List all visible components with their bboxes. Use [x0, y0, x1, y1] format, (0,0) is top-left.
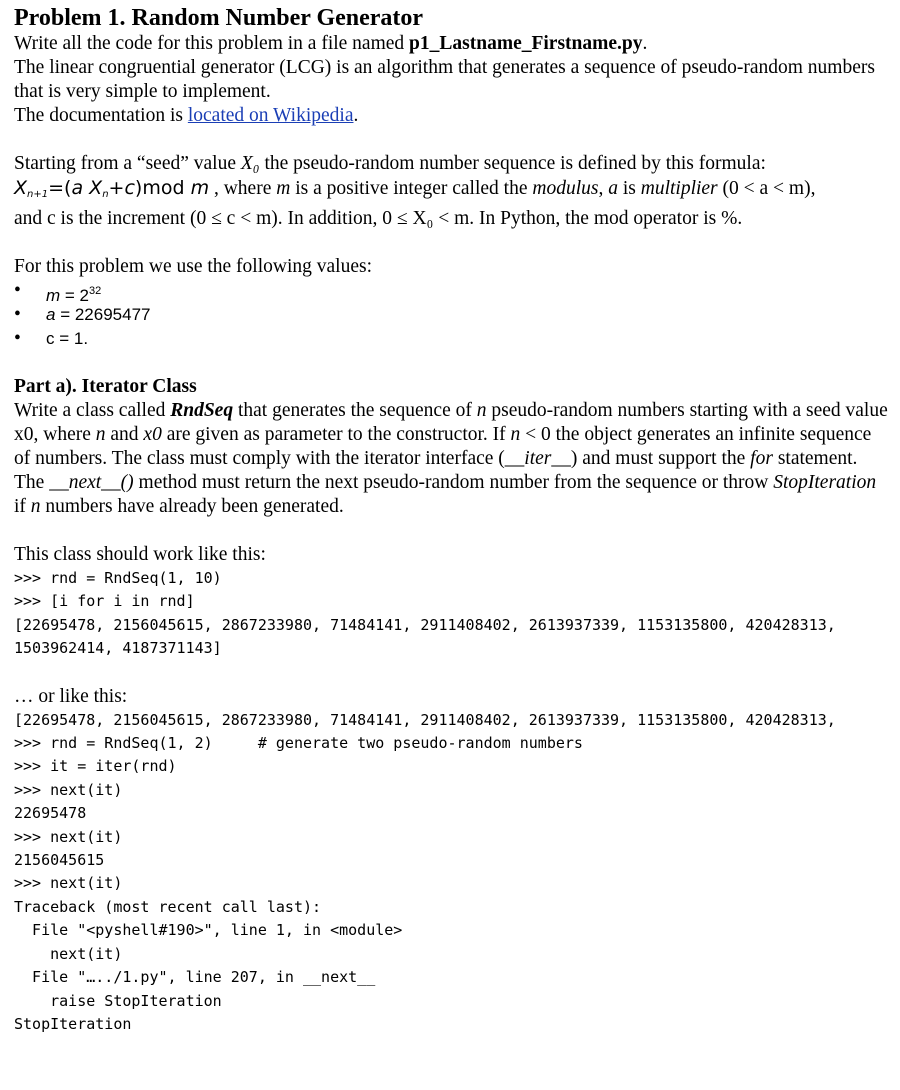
code-line: >>> rnd = RndSeq(1, 2) # generate two pseudo-random numbers	[14, 734, 583, 753]
class-name: RndSeq	[170, 400, 234, 421]
text: < 0 the object generates an infinite sequence of numbers. The class must comply with the iterator interface (	[14, 424, 872, 469]
formula-x: X	[14, 177, 28, 199]
var: m	[46, 286, 61, 305]
spacer	[14, 128, 890, 152]
var: a	[46, 305, 56, 324]
spacer	[14, 519, 890, 543]
formula-equals: =(	[48, 177, 72, 199]
text: .	[642, 33, 648, 54]
filename: p1_Lastname_Firstname.py	[409, 33, 643, 54]
x0-variable: x0	[143, 424, 162, 445]
code-line: raise StopIteration	[14, 991, 222, 1010]
n-variable: n	[30, 496, 41, 517]
text: ) and must support the	[570, 448, 751, 469]
text: .	[353, 105, 359, 126]
text: the pseudo-random number sequence is defined by this formula:	[259, 153, 766, 174]
n-variable: n	[95, 424, 106, 445]
example1-intro: This class should work like this:	[14, 544, 266, 565]
text: method must return the next pseudo-random number from the sequence or throw	[133, 472, 774, 493]
wikipedia-link[interactable]: located on Wikipedia	[187, 105, 354, 126]
code-line: Traceback (most recent call last):	[14, 897, 322, 916]
text: Starting from a “seed” value	[14, 153, 241, 174]
text: The	[14, 472, 50, 493]
list-item	[14, 303, 890, 327]
text: that generates the sequence of	[233, 400, 477, 421]
formula-x: X	[89, 177, 103, 199]
list-item	[14, 279, 890, 303]
iter-method: __iter__	[504, 448, 571, 469]
code-line: File "<pyshell#190>", line 1, in <module>	[14, 921, 403, 940]
bullet: •	[14, 280, 21, 301]
seed-line	[14, 152, 890, 176]
modulus-term: modulus	[532, 178, 599, 199]
n-variable: n	[510, 424, 521, 445]
formula-subscript: n+1	[27, 189, 49, 200]
document	[14, 4, 890, 1036]
code-line: >>> next(it)	[14, 874, 123, 893]
text: are given as parameter to the constructor. If	[161, 424, 511, 445]
text: if	[14, 496, 31, 517]
spacer	[14, 661, 890, 685]
code-line: 22695478	[14, 804, 87, 823]
text: Write a class called	[14, 400, 171, 421]
code-line: StopIteration	[14, 1014, 132, 1033]
text: pseudo-random numbers starting with a seed value x0, where	[14, 400, 888, 445]
example2-intro: … or like this:	[14, 685, 128, 707]
next-method: __next__()	[49, 472, 134, 493]
text: The documentation is	[14, 105, 188, 126]
text: , where	[209, 178, 277, 199]
value: c = 1.	[46, 329, 89, 348]
values-list	[14, 279, 890, 351]
formula-m: m	[190, 177, 210, 199]
text: is a positive integer called the	[290, 178, 533, 199]
formula-a: a	[71, 177, 84, 199]
multiplier-term: multiplier	[640, 178, 718, 199]
formula-line	[14, 176, 890, 207]
value: = 2	[60, 286, 90, 305]
a-variable: a	[608, 178, 618, 199]
example2-code-block	[14, 709, 890, 1037]
code-line: [22695478, 2156045615, 2867233980, 71484141, 2911408402, 2613937339, 1153135800, 420428313,	[14, 615, 836, 634]
code-line: File "…../1.py", line 207, in __next__	[14, 968, 376, 987]
value-a	[46, 305, 150, 324]
m-variable: m	[276, 178, 291, 199]
code-line: >>> next(it)	[14, 780, 123, 799]
list-item	[14, 327, 890, 351]
code-line: >>> [i for i in rnd]	[14, 592, 195, 611]
part-a-paragraph	[14, 399, 890, 471]
intro-lcg-description: The linear congruential generator (LCG) is an algorithm that generates a sequence of pseudo-random numbers that is very simple to implement.	[14, 57, 875, 102]
spacer	[14, 351, 890, 375]
code-line: 1503962414, 4187371143]	[14, 639, 222, 658]
text: and	[105, 424, 144, 445]
value-c	[46, 329, 88, 348]
lcg-formula	[14, 177, 209, 199]
bullet: •	[14, 304, 21, 325]
problem-title: Problem 1. Random Number Generator	[14, 5, 424, 31]
text: ,	[598, 178, 609, 199]
code-line: [22695478, 2156045615, 2867233980, 71484141, 2911408402, 2613937339, 1153135800, 420428313,	[14, 710, 836, 729]
part-a-heading: Part a). Iterator Class	[14, 376, 197, 397]
example1-code-block	[14, 567, 890, 661]
formula-plus: +	[108, 177, 125, 199]
code-line: >>> next(it)	[14, 827, 123, 846]
text: numbers have already been generated.	[40, 496, 344, 517]
formula-subscript: n	[102, 189, 109, 200]
formula-c: c	[124, 177, 135, 199]
values-heading: For this problem we use the following values:	[14, 256, 372, 277]
code-line: next(it)	[14, 944, 123, 963]
text: Write all the code for this problem in a file named	[14, 33, 410, 54]
seed-variable: X₀	[240, 153, 260, 174]
text: (0 < a < m),	[717, 178, 816, 199]
value: = 22695477	[55, 305, 151, 324]
n-variable: n	[476, 400, 487, 421]
text: statement.	[772, 448, 858, 469]
text: is	[617, 178, 641, 199]
spacer	[14, 231, 890, 255]
part-a-next-paragraph	[14, 471, 890, 519]
increment-line: and c is the increment (0 ≤ c < m). In addition, 0 ≤ X₀ < m. In Python, the mod operator is %.	[14, 208, 743, 229]
for-keyword: for	[750, 448, 773, 469]
formula-mod: )mod	[134, 177, 185, 199]
intro-documentation-line	[14, 104, 890, 128]
intro-filename-line	[14, 32, 890, 56]
code-line: 2156045615	[14, 851, 105, 870]
code-line: >>> rnd = RndSeq(1, 10)	[14, 569, 222, 587]
stopiteration-term: StopIteration	[773, 472, 877, 493]
code-line: >>> it = iter(rnd)	[14, 757, 177, 776]
bullet: •	[14, 328, 21, 349]
exponent: 32	[89, 285, 102, 297]
